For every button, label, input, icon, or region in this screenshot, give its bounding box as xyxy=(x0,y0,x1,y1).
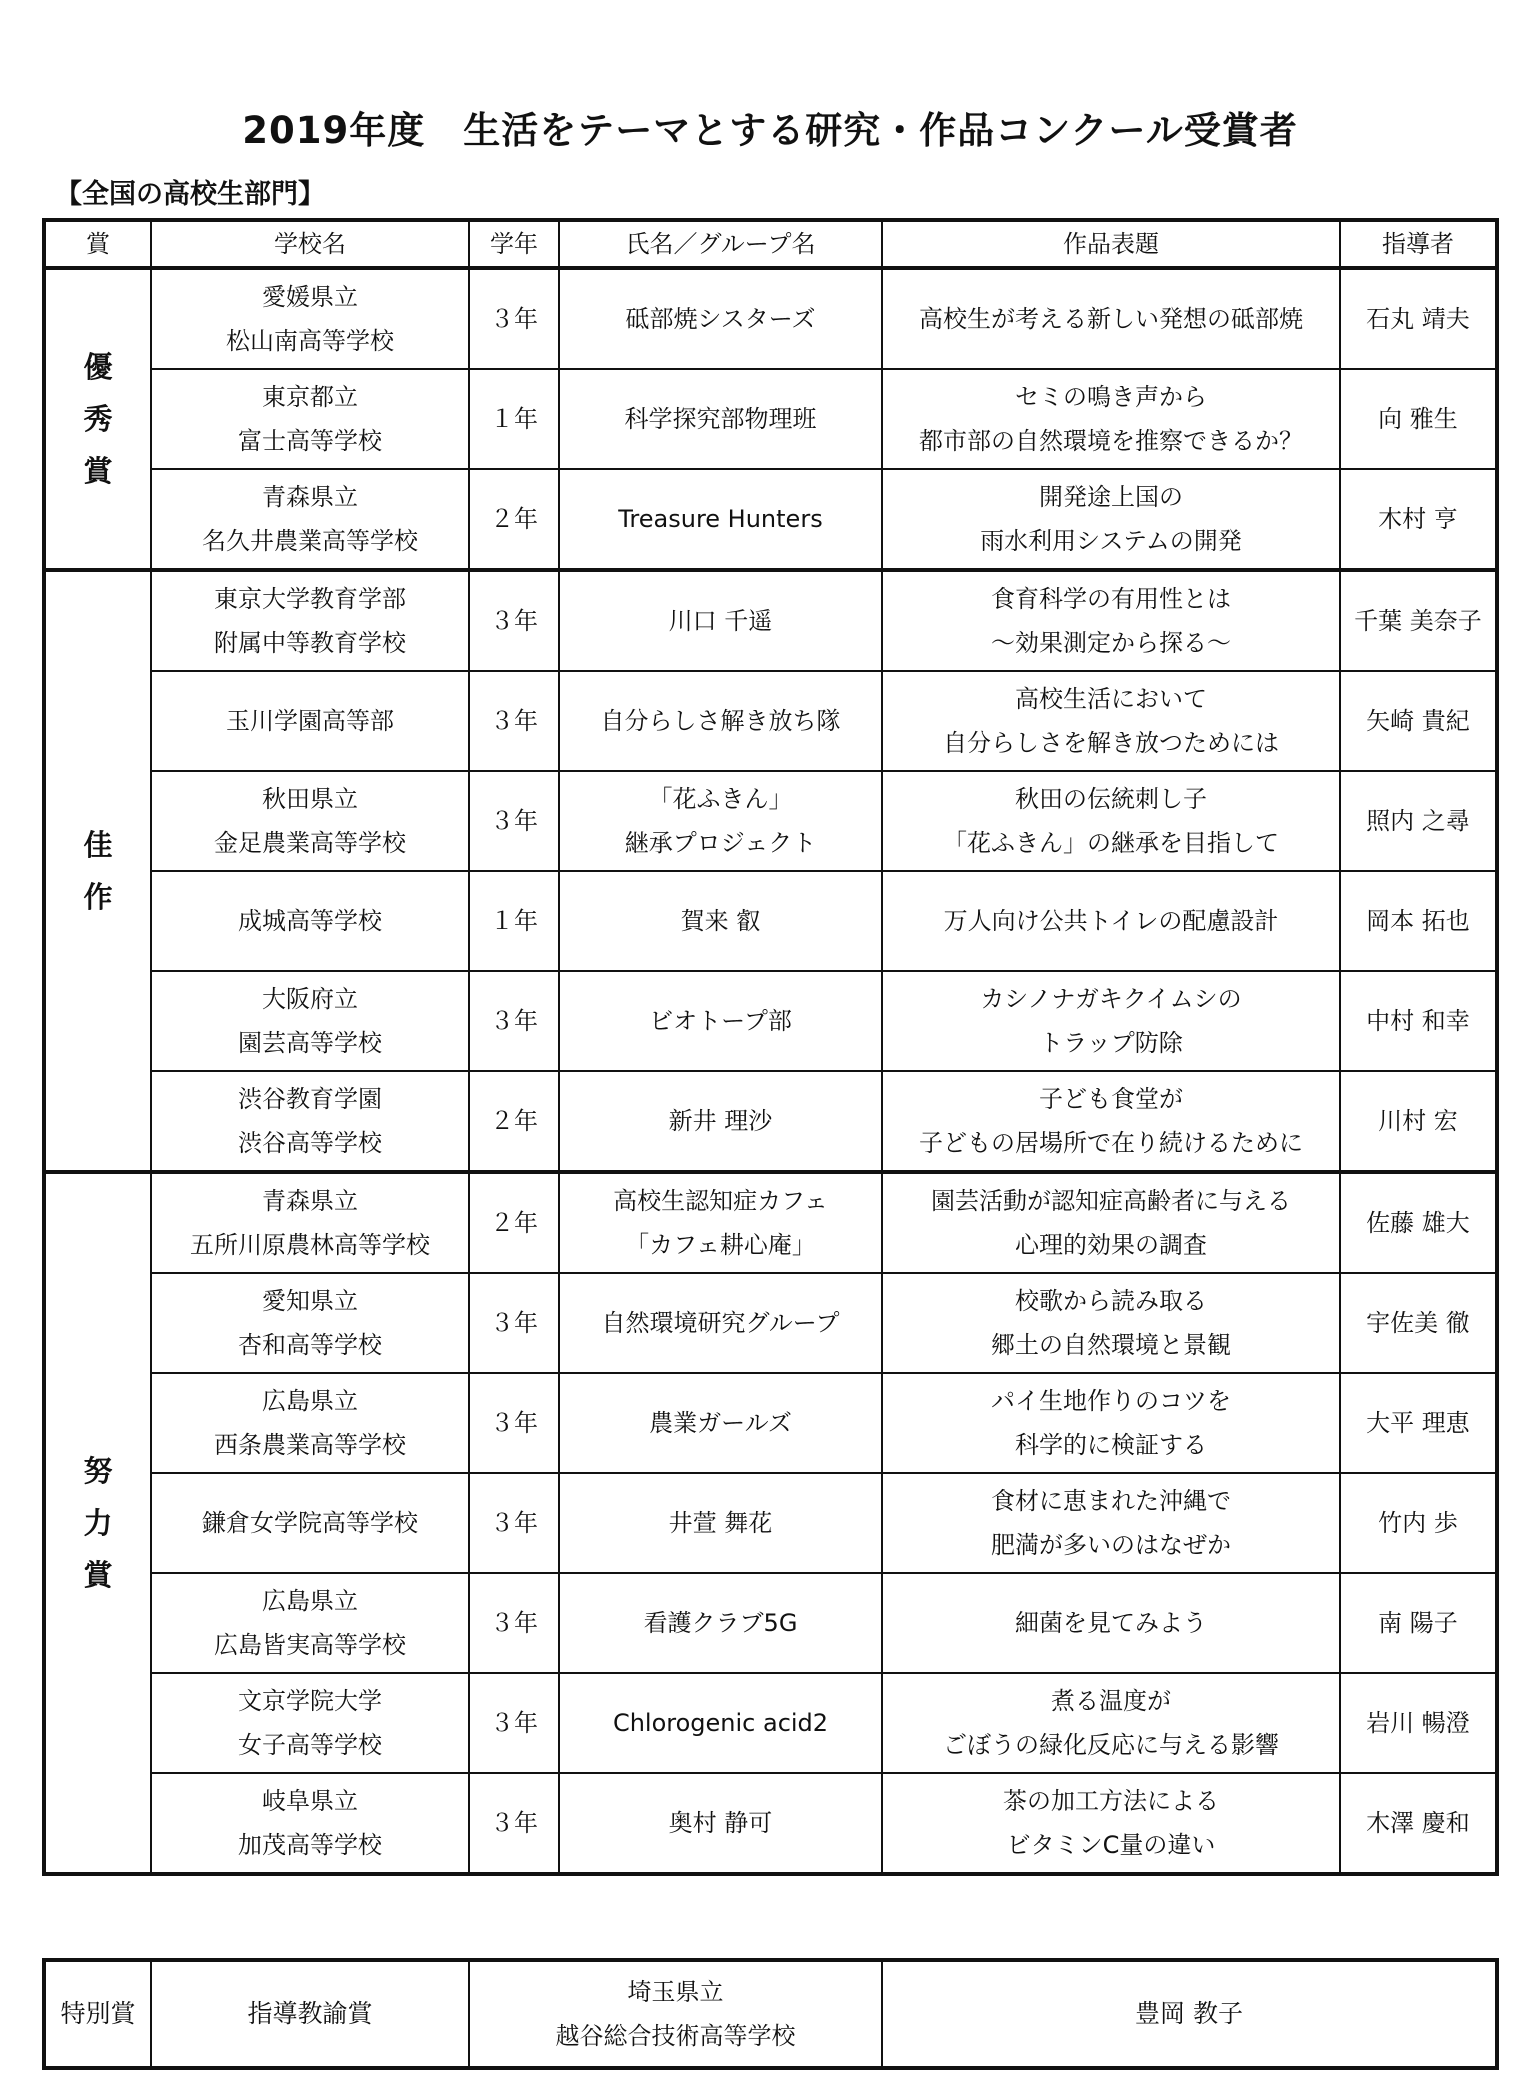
entrant-name-line: ビオトープ部 xyxy=(649,1007,792,1035)
special-award-category: 指導教諭賞 xyxy=(151,1960,469,2068)
school-line: 愛知県立 xyxy=(262,1287,358,1315)
work-title-cell xyxy=(882,671,1340,771)
school-line: 金足農業高等学校 xyxy=(214,829,406,857)
work-title-cell xyxy=(882,1373,1340,1473)
entrant-name-cell xyxy=(559,1473,882,1573)
work-title-line: ごぼうの緑化反応に与える影響 xyxy=(943,1731,1279,1759)
header-row xyxy=(44,220,1497,268)
school-line: 大阪府立 xyxy=(262,985,358,1013)
entrant-name-line: 井萱 舞花 xyxy=(668,1509,773,1537)
grade-cell: ３年 xyxy=(469,268,559,369)
award-category-cell xyxy=(44,1172,151,1874)
table-row xyxy=(44,1373,1497,1473)
grade-cell: ３年 xyxy=(469,1473,559,1573)
grade-cell: ２年 xyxy=(469,1172,559,1273)
grade-cell: ３年 xyxy=(469,671,559,771)
school-cell xyxy=(151,971,469,1071)
section-heading: 【全国の高校生部門】 xyxy=(55,179,325,210)
table-row xyxy=(44,771,1497,871)
award-char: 佳 xyxy=(83,828,113,862)
work-title-cell xyxy=(882,871,1340,971)
entrant-name-line: 奥村 静可 xyxy=(668,1809,773,1837)
advisor-cell: 川村 宏 xyxy=(1340,1071,1497,1172)
grade-cell: ３年 xyxy=(469,1273,559,1373)
work-title-line: トラップ防除 xyxy=(1039,1029,1183,1057)
school-cell xyxy=(151,1373,469,1473)
work-title-cell xyxy=(882,1573,1340,1673)
table-row xyxy=(44,1071,1497,1172)
school-cell xyxy=(151,871,469,971)
work-title-cell xyxy=(882,268,1340,369)
school-line: 西条農業高等学校 xyxy=(214,1431,406,1459)
school-line: 杏和高等学校 xyxy=(238,1331,382,1359)
work-title-line: パイ生地作りのコツを xyxy=(991,1387,1231,1415)
entrant-name-line: 看護クラブ5G xyxy=(643,1609,798,1637)
entrant-name-cell xyxy=(559,1273,882,1373)
school-line: 青森県立 xyxy=(262,1187,358,1215)
school-line: 玉川学園高等部 xyxy=(226,707,394,735)
entrant-name-line: 「カフェ耕心庵」 xyxy=(625,1231,816,1259)
award-char: 力 xyxy=(83,1506,113,1540)
school-line: 五所川原農林高等学校 xyxy=(190,1231,430,1259)
table-row xyxy=(44,268,1497,369)
advisor-cell: 宇佐美 徹 xyxy=(1340,1273,1497,1373)
work-title-line: ～効果測定から探る～ xyxy=(991,629,1231,657)
school-line: 松山南高等学校 xyxy=(226,327,394,355)
school-line: 渋谷高等学校 xyxy=(238,1129,382,1157)
special-school-line: 埼玉県立 xyxy=(627,1978,724,2006)
school-line: 文京学院大学 xyxy=(238,1687,382,1715)
advisor-cell: 岩川 暢澄 xyxy=(1340,1673,1497,1773)
work-title-cell xyxy=(882,1673,1340,1773)
header-name: 氏名／グループ名 xyxy=(559,220,882,268)
work-title-cell xyxy=(882,1773,1340,1874)
work-title-line: 都市部の自然環境を推察できるか？ xyxy=(919,427,1303,455)
work-title-line: 茶の加工方法による xyxy=(1003,1787,1219,1815)
school-line: 広島皆実高等学校 xyxy=(214,1631,406,1659)
work-title-cell xyxy=(882,771,1340,871)
school-line: 東京都立 xyxy=(262,383,358,411)
entrant-name-line: 川口 千遥 xyxy=(668,607,773,635)
table-row xyxy=(44,1673,1497,1773)
header-title: 作品表題 xyxy=(882,220,1340,268)
table-row xyxy=(44,871,1497,971)
work-title-cell xyxy=(882,469,1340,570)
school-cell xyxy=(151,1473,469,1573)
work-title-line: 食育科学の有用性とは xyxy=(991,585,1231,613)
work-title-line: セミの鳴き声から xyxy=(1015,383,1207,411)
table-row xyxy=(44,671,1497,771)
school-cell xyxy=(151,570,469,671)
entrant-name-line: 自分らしさ解き放ち隊 xyxy=(600,707,841,735)
award-char: 努 xyxy=(83,1454,113,1488)
school-line: 広島県立 xyxy=(262,1587,358,1615)
special-award-school xyxy=(469,1960,882,2068)
school-cell xyxy=(151,1273,469,1373)
award-char: 作 xyxy=(83,880,113,914)
advisor-cell: 照内 之尋 xyxy=(1340,771,1497,871)
school-line: 成城高等学校 xyxy=(238,907,382,935)
grade-cell: ２年 xyxy=(469,469,559,570)
school-cell xyxy=(151,1673,469,1773)
advisor-cell: 向 雅生 xyxy=(1340,369,1497,469)
table-row xyxy=(44,1773,1497,1874)
award-char: 賞 xyxy=(83,454,113,488)
work-title-cell xyxy=(882,971,1340,1071)
entrant-name-cell xyxy=(559,971,882,1071)
work-title-cell xyxy=(882,369,1340,469)
school-line: 東京大学教育学部 xyxy=(214,585,406,613)
work-title-cell xyxy=(882,1071,1340,1172)
entrant-name-line: 自然環境研究グループ xyxy=(601,1309,840,1337)
school-cell xyxy=(151,671,469,771)
school-line: 青森県立 xyxy=(262,483,358,511)
header-school: 学校名 xyxy=(151,220,469,268)
work-title-line: ビタミンC量の違い xyxy=(1006,1831,1216,1859)
work-title-line: 子ども食堂が xyxy=(1039,1085,1183,1113)
work-title-line: 「花ふきん」の継承を目指して xyxy=(943,829,1279,857)
work-title-line: 高校生が考える新しい発想の砥部焼 xyxy=(919,305,1303,333)
school-line: 秋田県立 xyxy=(262,785,358,813)
special-award-row xyxy=(44,1960,1497,2068)
entrant-name-cell xyxy=(559,1773,882,1874)
work-title-line: カシノナガキクイムシの xyxy=(980,985,1242,1013)
school-cell xyxy=(151,268,469,369)
advisor-cell: 南 陽子 xyxy=(1340,1573,1497,1673)
work-title-line: 秋田の伝統刺し子 xyxy=(1015,785,1207,813)
grade-cell: ３年 xyxy=(469,570,559,671)
award-char: 秀 xyxy=(83,402,113,436)
special-award-advisor: 豊岡 教子 xyxy=(882,1960,1497,2068)
entrant-name-cell xyxy=(559,1673,882,1773)
entrant-name-cell xyxy=(559,1573,882,1673)
entrant-name-cell xyxy=(559,1373,882,1473)
entrant-name-line: Treasure Hunters xyxy=(618,505,823,533)
table-row xyxy=(44,1473,1497,1573)
school-line: 渋谷教育学園 xyxy=(238,1085,382,1113)
awards-body xyxy=(44,268,1497,1874)
work-title-line: 高校生活において xyxy=(1015,685,1207,713)
page-title: 2019年度 生活をテーマとする研究・作品コンクール受賞者 xyxy=(242,109,1298,152)
work-title-line: 校歌から読み取る xyxy=(1015,1287,1207,1315)
school-line: 園芸高等学校 xyxy=(238,1029,382,1057)
advisor-cell: 竹内 歩 xyxy=(1340,1473,1497,1573)
entrant-name-cell xyxy=(559,1071,882,1172)
school-cell xyxy=(151,1172,469,1273)
school-line: 女子高等学校 xyxy=(238,1731,382,1759)
header-award: 賞 xyxy=(44,220,151,268)
grade-cell: １年 xyxy=(469,871,559,971)
table-row xyxy=(44,1573,1497,1673)
table-row xyxy=(44,369,1497,469)
table-row xyxy=(44,971,1497,1071)
advisor-cell: 大平 理恵 xyxy=(1340,1373,1497,1473)
school-line: 岐阜県立 xyxy=(262,1787,358,1815)
advisor-cell: 中村 和幸 xyxy=(1340,971,1497,1071)
advisor-cell: 木澤 慶和 xyxy=(1340,1773,1497,1874)
work-title-line: 雨水利用システムの開発 xyxy=(980,527,1242,555)
grade-cell: ３年 xyxy=(469,1573,559,1673)
entrant-name-line: 継承プロジェクト xyxy=(624,829,817,857)
work-title-cell xyxy=(882,1172,1340,1273)
special-award-label: 特別賞 xyxy=(44,1960,151,2068)
school-line: 愛媛県立 xyxy=(262,283,358,311)
entrant-name-line: 新井 理沙 xyxy=(668,1107,773,1135)
special-school-line: 越谷総合技術高等学校 xyxy=(555,2022,796,2050)
award-category-cell xyxy=(44,570,151,1172)
grade-cell: ３年 xyxy=(469,971,559,1071)
work-title-line: 郷土の自然環境と景観 xyxy=(991,1331,1231,1359)
table-row xyxy=(44,1273,1497,1373)
special-award-table xyxy=(42,1958,1499,2070)
entrant-name-cell xyxy=(559,369,882,469)
school-cell xyxy=(151,469,469,570)
entrant-name-line: 科学探究部物理班 xyxy=(624,405,817,433)
award-category-cell xyxy=(44,268,151,570)
entrant-name-cell xyxy=(559,671,882,771)
school-line: 附属中等教育学校 xyxy=(214,629,406,657)
award-char: 賞 xyxy=(83,1558,113,1592)
entrant-name-line: 高校生認知症カフェ xyxy=(613,1187,828,1215)
work-title-line: 細菌を見てみよう xyxy=(1015,1609,1207,1637)
school-cell xyxy=(151,1071,469,1172)
advisor-cell: 矢崎 貴紀 xyxy=(1340,671,1497,771)
award-char: 優 xyxy=(83,350,113,384)
awards-table xyxy=(42,218,1499,1876)
work-title-line: 煮る温度が xyxy=(1051,1687,1171,1715)
entrant-name-cell xyxy=(559,871,882,971)
entrant-name-line: 砥部焼シスターズ xyxy=(625,305,816,333)
work-title-cell xyxy=(882,570,1340,671)
school-line: 広島県立 xyxy=(262,1387,358,1415)
school-line: 鎌倉女学院高等学校 xyxy=(202,1509,418,1537)
grade-cell: ３年 xyxy=(469,1373,559,1473)
school-cell xyxy=(151,369,469,469)
school-cell xyxy=(151,771,469,871)
entrant-name-line: 賀来 叡 xyxy=(680,907,761,935)
header-grade: 学年 xyxy=(469,220,559,268)
grade-cell: ３年 xyxy=(469,1673,559,1773)
advisor-cell: 石丸 靖夫 xyxy=(1340,268,1497,369)
header-advisor: 指導者 xyxy=(1340,220,1497,268)
work-title-line: 子どもの居場所で在り続けるために xyxy=(919,1129,1303,1157)
advisor-cell: 岡本 拓也 xyxy=(1340,871,1497,971)
entrant-name-line: Chlorogenic acid2 xyxy=(612,1709,829,1737)
work-title-line: 園芸活動が認知症高齢者に与える xyxy=(931,1187,1291,1215)
entrant-name-cell xyxy=(559,1172,882,1273)
entrant-name-cell xyxy=(559,570,882,671)
table-row xyxy=(44,570,1497,671)
school-line: 名久井農業高等学校 xyxy=(202,527,418,555)
advisor-cell: 佐藤 雄大 xyxy=(1340,1172,1497,1273)
grade-cell: １年 xyxy=(469,369,559,469)
table-row xyxy=(44,469,1497,570)
school-line: 加茂高等学校 xyxy=(238,1831,382,1859)
grade-cell: ３年 xyxy=(469,771,559,871)
work-title-cell xyxy=(882,1473,1340,1573)
work-title-line: 食材に恵まれた沖縄で xyxy=(991,1487,1231,1515)
school-line: 富士高等学校 xyxy=(238,427,382,455)
work-title-line: 心理的効果の調査 xyxy=(1015,1231,1207,1259)
work-title-line: 科学的に検証する xyxy=(1015,1431,1207,1459)
entrant-name-line: 「花ふきん」 xyxy=(648,785,793,813)
grade-cell: ３年 xyxy=(469,1773,559,1874)
work-title-line: 開発途上国の xyxy=(1039,483,1183,511)
entrant-name-line: 農業ガールズ xyxy=(649,1409,792,1437)
work-title-line: 自分らしさを解き放つためには xyxy=(943,729,1279,757)
grade-cell: ２年 xyxy=(469,1071,559,1172)
school-cell xyxy=(151,1573,469,1673)
entrant-name-cell xyxy=(559,268,882,369)
table-row xyxy=(44,1172,1497,1273)
entrant-name-cell xyxy=(559,771,882,871)
work-title-cell xyxy=(882,1273,1340,1373)
advisor-cell: 木村 亨 xyxy=(1340,469,1497,570)
advisor-cell: 千葉 美奈子 xyxy=(1340,570,1497,671)
entrant-name-cell xyxy=(559,469,882,570)
work-title-line: 万人向け公共トイレの配慮設計 xyxy=(943,907,1279,935)
school-cell xyxy=(151,1773,469,1874)
work-title-line: 肥満が多いのはなぜか xyxy=(991,1531,1231,1559)
